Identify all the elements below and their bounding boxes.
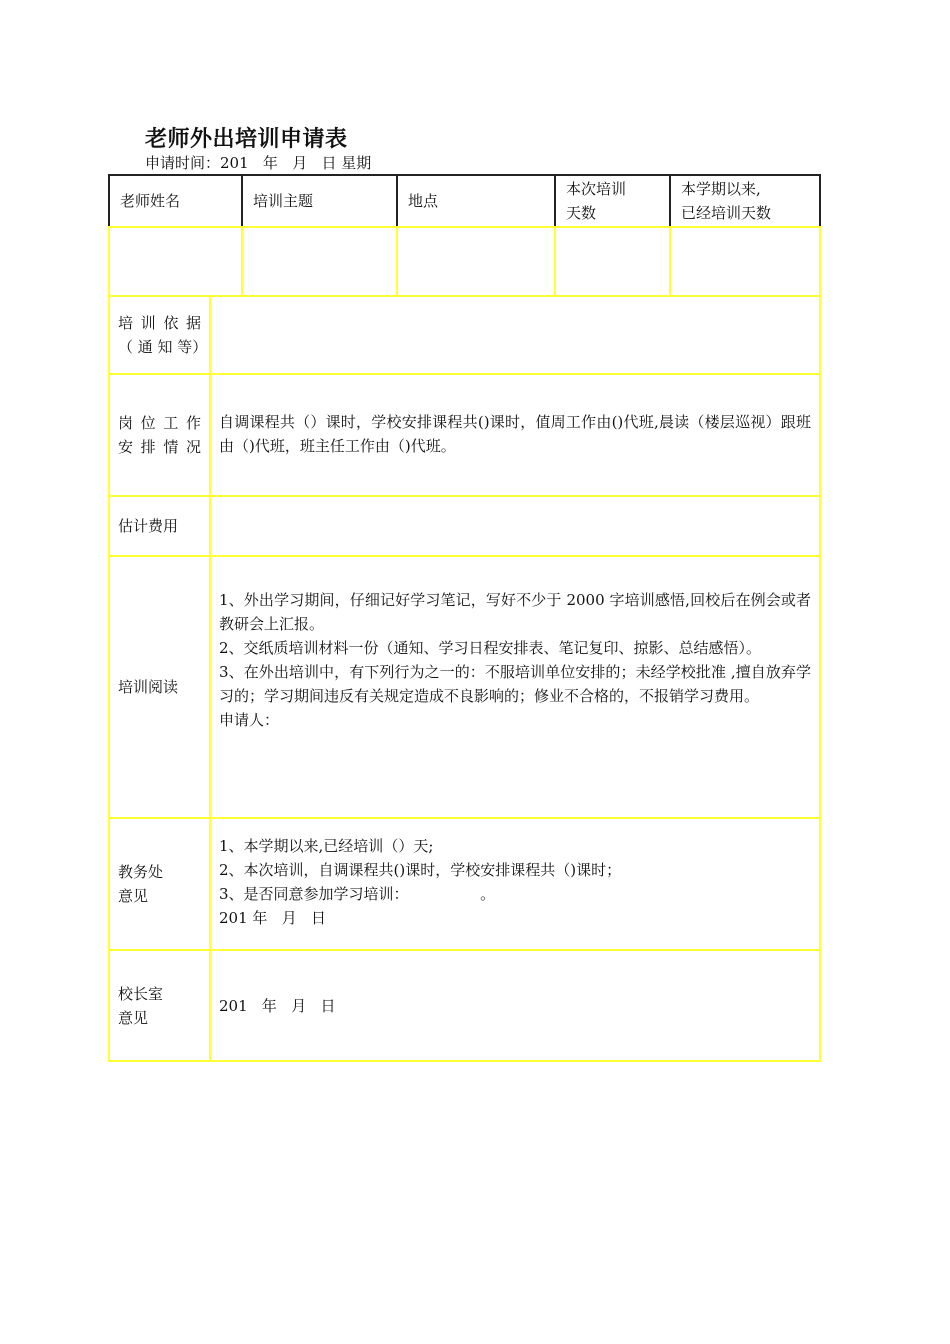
duty-label-line2: 安排情况 xyxy=(118,438,201,456)
header-days-this-line2: 天数 xyxy=(566,204,597,222)
principal-label-line1: 校长室 xyxy=(118,984,164,1003)
academic-item-1: 1、本学期以来,已经培训（）天; xyxy=(219,837,434,855)
academic-label-cell xyxy=(108,817,211,951)
header-teacher-name xyxy=(108,174,243,228)
academic-date: 201 年 月 日 xyxy=(219,909,327,927)
header-location xyxy=(396,174,556,228)
academic-label-line2: 意见 xyxy=(118,887,149,905)
cost-input[interactable] xyxy=(209,495,821,557)
applicant-label: 申请人： xyxy=(219,711,280,729)
input-days-this[interactable] xyxy=(554,226,671,297)
duty-content-cell[interactable] xyxy=(209,373,821,497)
header-days-term-line1: 本学期以来, xyxy=(681,180,761,198)
duty-text: 自调课程共（）课时，学校安排课程共()课时，值周工作由()代班,晨读（楼层巡视）跟班由（)代班，班主任工作由（)代班。 xyxy=(219,413,811,455)
input-location[interactable] xyxy=(396,226,556,297)
cost-label-cell xyxy=(108,495,211,557)
academic-item-3: 3、是否同意参加学习培训： 。 xyxy=(219,885,496,903)
input-topic[interactable] xyxy=(241,226,398,297)
academic-item-2: 2、本次培训，自调课程共()课时，学校安排课程共（)课时； xyxy=(219,861,622,879)
header-location-label: 地点 xyxy=(408,192,439,210)
basis-input[interactable] xyxy=(209,295,821,375)
reading-item-3: 3、在外出培训中，有下列行为之一的：不服培训单位安排的；未经学校批准 ,擅自放弃学习的；学习期间违反有关规定造成不良影响的；修业不合格的，不报销学习费用。 xyxy=(219,663,811,705)
header-days-term-line2: 已经培训天数 xyxy=(681,204,772,222)
input-teacher-name[interactable] xyxy=(108,226,243,297)
form-title: 老师外出培训申请表 xyxy=(145,127,348,152)
principal-label-line2: 意见 xyxy=(118,1008,149,1027)
reading-label-cell xyxy=(108,555,211,819)
application-date-line: 申请时间：201 年 月 日 星期 xyxy=(145,154,372,172)
duty-label-line1: 岗 位 工 作 xyxy=(118,414,201,432)
header-days-term xyxy=(669,174,821,228)
header-topic-label: 培训主题 xyxy=(253,192,314,210)
academic-label-line1: 教务处 xyxy=(118,863,164,881)
principal-content-cell[interactable] xyxy=(209,949,821,1062)
input-days-term[interactable] xyxy=(669,226,821,297)
academic-content-cell[interactable] xyxy=(209,817,821,951)
basis-label: 培 训 依 据 （ 通 知 等） xyxy=(118,314,208,356)
header-topic xyxy=(241,174,398,228)
principal-date: 201 年 月 日 xyxy=(219,996,336,1015)
reading-item-1: 1、外出学习期间，仔细记好学习笔记，写好不少于 2000 字培训感悟,回校后在例会或者教研会上汇报。 xyxy=(219,591,811,633)
reading-label: 培训阅读 xyxy=(118,678,179,696)
header-days-this-line1: 本次培训 xyxy=(566,180,627,198)
reading-content-cell xyxy=(209,555,821,819)
duty-label-cell xyxy=(108,373,211,497)
basis-label-cell xyxy=(108,295,211,375)
header-teacher-name-label: 老师姓名 xyxy=(120,192,181,210)
principal-label-cell xyxy=(108,949,211,1062)
cost-label: 估计费用 xyxy=(118,517,179,535)
reading-item-2: 2、交纸质培训材料一份（通知、学习日程安排表、笔记复印、掠影、总结感悟）。 xyxy=(219,639,762,657)
header-days-this xyxy=(554,174,671,228)
